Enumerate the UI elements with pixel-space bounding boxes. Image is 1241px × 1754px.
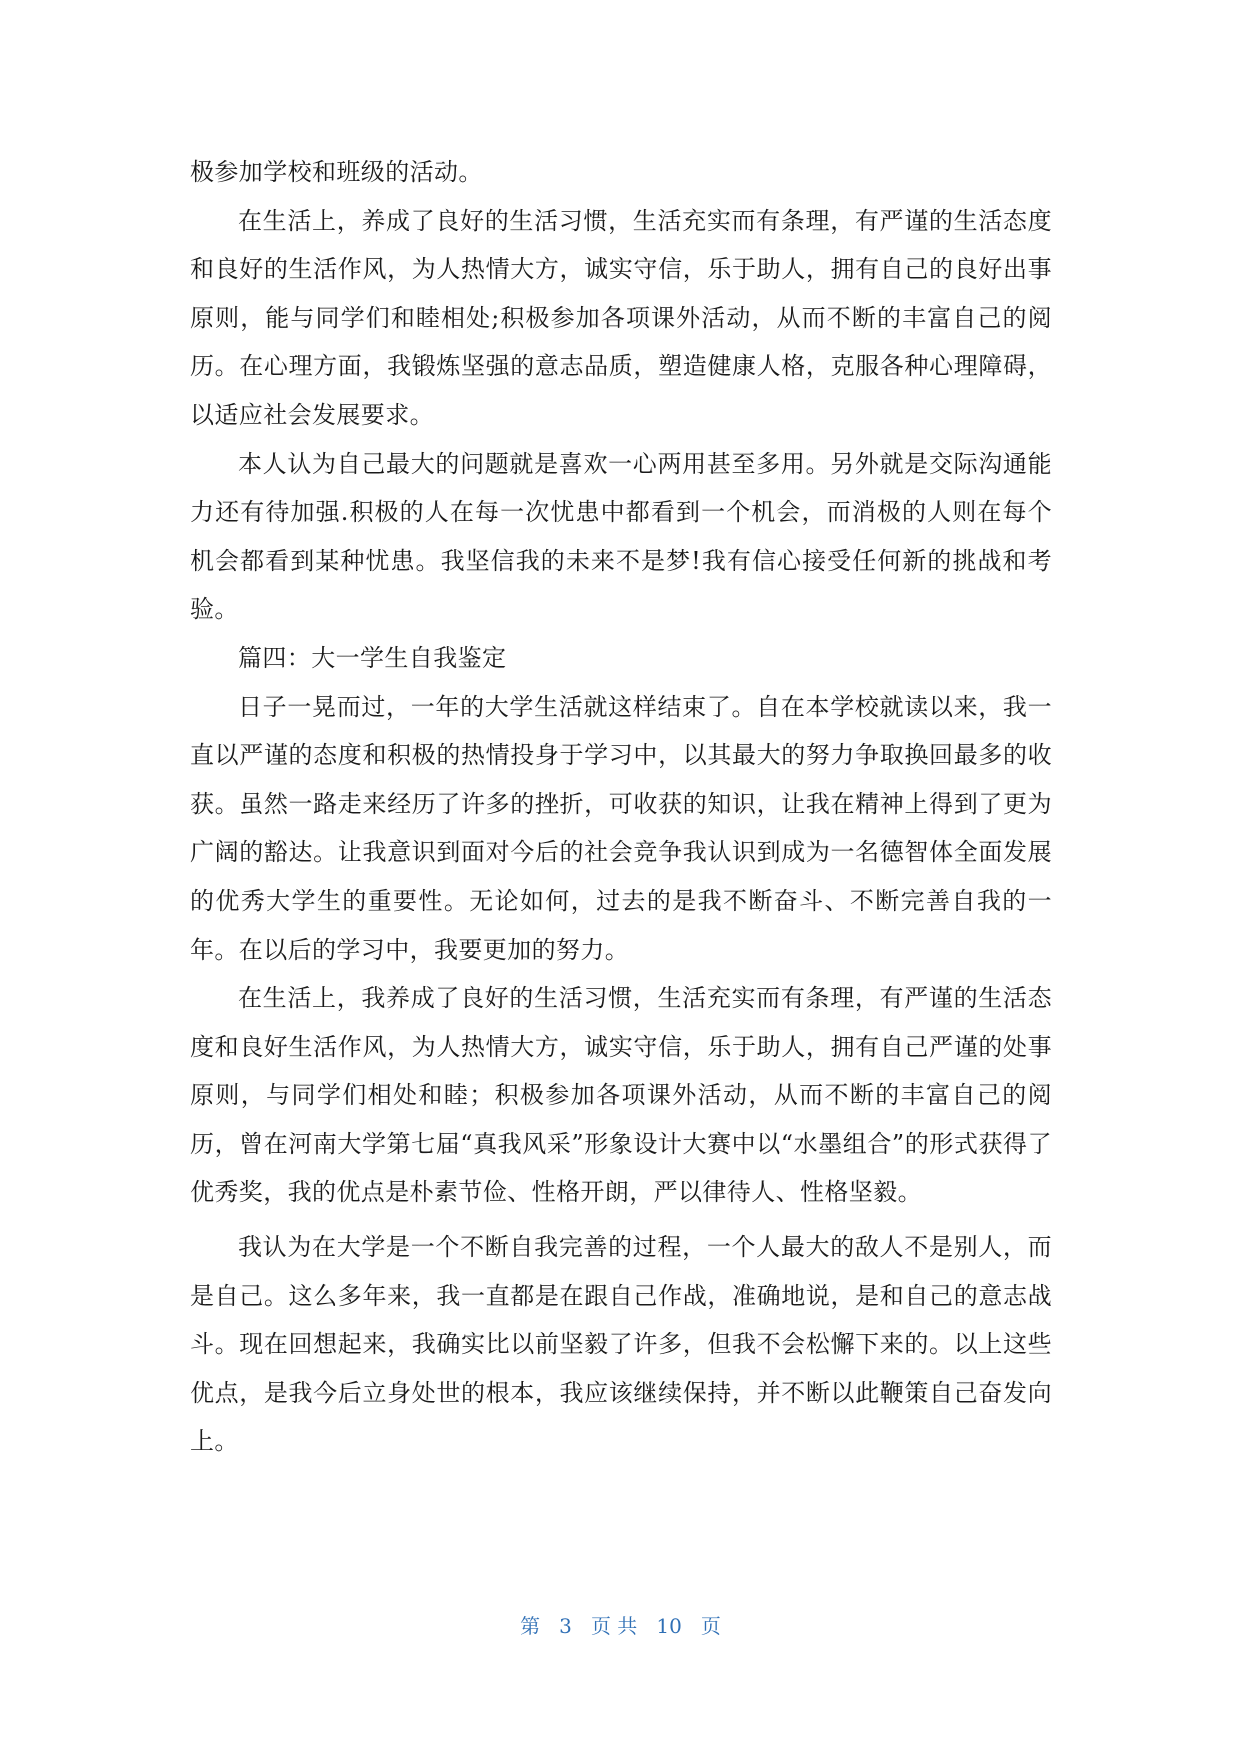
document-body bbox=[190, 148, 1052, 1466]
paragraph-year-summary: 日子一晃而过，一年的大学生活就这样结束了。自在本学校就读以来，我一直以严谨的态度和积极的热情投身于学习中，以其最大的努力争取换回最多的收获。虽然一路走来经历了许多的挫折，可收获的知识，让我在精神上得到了更为广阔的豁达。让我意识到面对今后的社会竞争我认识到成为一名德智体全面发展的优秀大学生的重要性。无论如何，过去的是我不断奋斗、不断完善自我的一年。在以后的学习中，我要更加的努力。 bbox=[190, 692, 1052, 964]
paragraph-self-improvement: 我认为在大学是一个不断自我完善的过程，一个人最大的敌人不是别人，而是自己。这么多年来，我一直都是在跟自己作战，准确地说，是和自己的意志战斗。现在回想起来，我确实比以前坚毅了许多，但我不会松懈下来的。以上这些优点，是我今后立身处世的根本，我应该继续保持，并不断以此鞭策自己奋发向上。 bbox=[190, 1233, 1052, 1456]
page-label-mid: 页 共 bbox=[590, 1614, 638, 1638]
paragraph-life-habits: 在生活上，我养成了良好的生活习惯，生活充实而有条理，有严谨的生活态度和良好生活作风，为人热情大方，诚实守信，乐于助人，拥有自己严谨的处事原则，与同学们相处和睦；积极参加各项课外活动，从而不断的丰富自己的阅历，曾在河南大学第七届“真我风采”形象设计大赛中以“水墨组合”的形式获得了优秀奖，我的优点是朴素节俭、性格开朗，严以律待人、性格坚毅。 bbox=[190, 984, 1052, 1207]
total-pages-number: 10 bbox=[656, 1614, 682, 1638]
current-page-number: 3 bbox=[559, 1614, 572, 1638]
paragraph-life: 在生活上，养成了良好的生活习惯，生活充实而有条理，有严谨的生活态度和良好的生活作风，为人热情大方，诚实守信，乐于助人，拥有自己的良好出事原则，能与同学们和睦相处;积极参加各项课外活动，从而不断的丰富自己的阅历。在心理方面，我锻炼坚强的意志品质，塑造健康人格，克服各种心理障碍，以适应社会发展要求。 bbox=[190, 206, 1052, 429]
section-heading: 篇四：大一学生自我鉴定 bbox=[238, 643, 507, 672]
page-label-prefix: 第 bbox=[520, 1614, 541, 1638]
paragraph-weakness: 本人认为自己最大的问题就是喜欢一心两用甚至多用。另外就是交际沟通能力还有待加强.积极的人在每一次忧患中都看到一个机会，而消极的人则在每个机会都看到某种忧患。我坚信我的未来不是梦!我有信心接受任何新的挑战和考验。 bbox=[190, 449, 1052, 624]
paragraph-continuation: 极参加学校和班级的活动。 bbox=[190, 158, 483, 186]
page-label-suffix: 页 bbox=[700, 1614, 721, 1638]
page-footer bbox=[0, 1610, 1241, 1639]
